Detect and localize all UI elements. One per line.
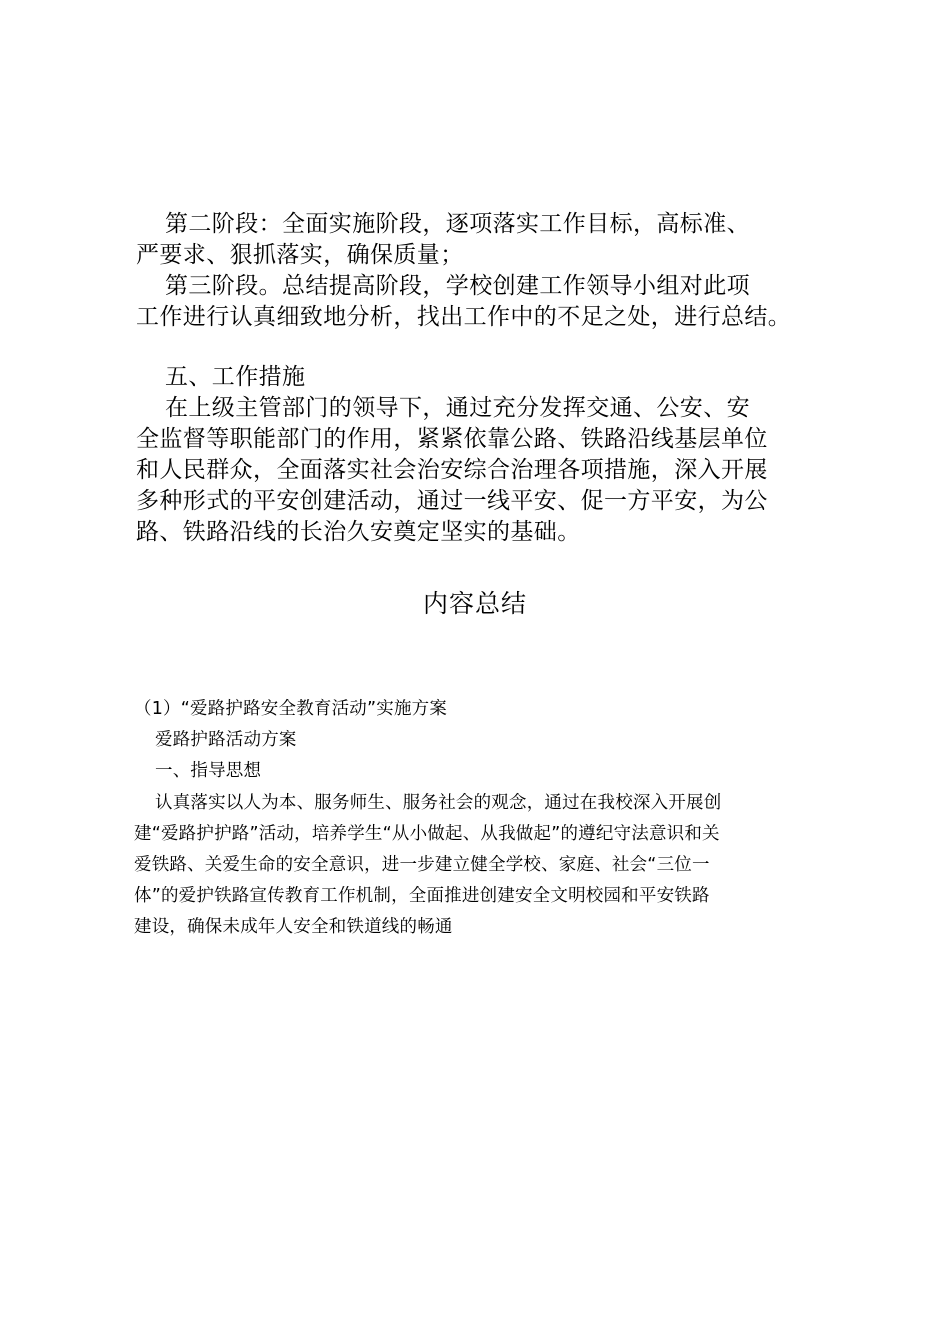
summary-body-line-1: 认真落实以人为本、服务师生、服务社会的观念，通过在我校深入开展创: [155, 793, 722, 813]
summary-section1-title: 一、指导思想: [155, 761, 262, 781]
summary-body-line-5: 建设，确保未成年人安全和铁道线的畅通: [134, 917, 453, 937]
stage3-line-2: 工作进行认真细致地分析，找出工作中的不足之处，进行总结。: [136, 304, 792, 330]
summary-body-line-2: 建“爱路护护路”活动，培养学生“从小做起、从我做起”的遵纪守法意识和关: [134, 824, 720, 844]
stage2-line-1: 第二阶段：全面实施阶段，逐项落实工作目标，高标准、: [165, 211, 750, 237]
section5-line-2: 全监督等职能部门的作用，紧紧依靠公路、铁路沿线基层单位: [136, 426, 768, 452]
section5-line-3: 和人民群众，全面落实社会治安综合治理各项措施，深入开展: [136, 457, 768, 483]
summary-body-line-3: 爱铁路、关爱生命的安全意识，进一步建立健全学校、家庭、社会“三位一: [134, 855, 710, 875]
summary-subtitle: 爱路护路活动方案: [155, 730, 297, 750]
summary-body-line-4: 体”的爱护铁路宣传教育工作机制，全面推进创建安全文明校园和平安铁路: [134, 886, 710, 906]
stage2-line-2: 严要求、狠抓落实，确保质量；: [136, 242, 464, 268]
section5-line-1: 在上级主管部门的领导下，通过充分发挥交通、公安、安: [165, 395, 750, 421]
stage3-line-1: 第三阶段。总结提高阶段，学校创建工作领导小组对此项: [165, 273, 750, 299]
section5-line-4: 多种形式的平安创建活动，通过一线平安、促一方平安，为公: [136, 488, 768, 514]
summary-item-title: （1）“爱路护路安全教育活动”实施方案: [134, 699, 448, 719]
summary-heading: 内容总结: [422, 589, 527, 618]
section5-title: 五、工作措施: [165, 364, 306, 390]
section5-line-5: 路、铁路沿线的长治久安奠定坚实的基础。: [136, 519, 581, 545]
